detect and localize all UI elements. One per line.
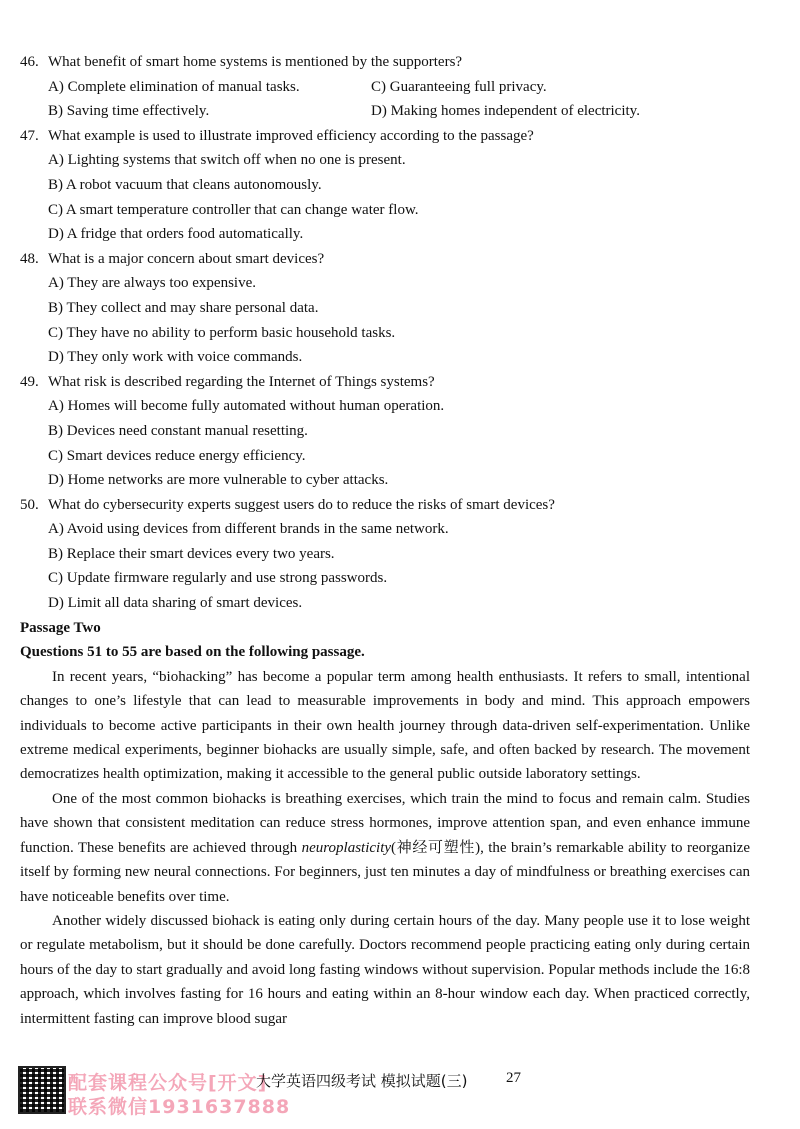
option-a[interactable]: A) Lighting systems that switch off when no one is present. (48, 152, 406, 169)
question-49 (20, 370, 750, 493)
question-50 (20, 493, 750, 616)
question-48 (20, 247, 750, 370)
passage-paragraph-1: In recent years, “biohacking” has become a popular term among health enthusiasts. It refers to small, intentional changes to one’s lifestyle that can lead to measurable improvements in body and mind. This approach empowers individuals to become active participants in their own health journey through data-driven self-experimentation. Unlike extreme medical experiments, beginner biohacks are usually simple, safe, and often backed by research. The movement democratizes health optimization, making it accessible to the general public outside laboratory settings. (20, 668, 750, 783)
qr-code-icon[interactable] (18, 1066, 66, 1114)
option-b[interactable]: B) Replace their smart devices every two years. (48, 545, 335, 562)
question-text: What is a major concern about smart devices? (48, 250, 325, 267)
option-d[interactable]: D) Home networks are more vulnerable to cyber attacks. (48, 472, 389, 489)
option-a[interactable]: A) Homes will become fully automated without human operation. (48, 398, 445, 415)
option-c[interactable]: C) Update firmware regularly and use strong passwords. (48, 570, 388, 587)
option-c[interactable]: C) They have no ability to perform basic household tasks. (48, 324, 396, 341)
passage-title: Passage Two (20, 619, 101, 636)
option-d[interactable]: D) Limit all data sharing of smart devices. (48, 595, 303, 612)
question-text: What risk is described regarding the Internet of Things systems? (48, 373, 435, 390)
option-a[interactable]: A) Avoid using devices from different brands in the same network. (48, 521, 449, 538)
paragraph-text: , the brain’s remarkable ability to reorganize itself by forming new neural connections. For beginners, just ten minutes a day of mindfulness or breathing exercises can have noticeable benefits over time. (20, 839, 750, 905)
option-b[interactable]: B) Saving time effectively. (48, 103, 210, 120)
watermark-line-2: 联系微信1931637888 (68, 1096, 291, 1118)
option-a[interactable]: A) They are always too expensive. (48, 275, 256, 292)
question-text: What do cybersecurity experts suggest users do to reduce the risks of smart devices? (48, 496, 555, 513)
page-number: 27 (506, 1070, 521, 1086)
question-number: 47. (20, 127, 39, 144)
question-number: 46. (20, 54, 39, 70)
option-a[interactable]: A) Complete elimination of manual tasks. (48, 78, 300, 95)
exam-page (20, 50, 750, 1031)
option-d[interactable]: D) A fridge that orders food automatically. (48, 226, 304, 243)
question-46 (20, 50, 750, 124)
question-text: What example is used to illustrate improved efficiency according to the passage? (48, 127, 534, 144)
option-d[interactable]: D) They only work with voice commands. (48, 349, 303, 366)
option-c[interactable]: C) A smart temperature controller that can change water flow. (48, 201, 419, 218)
paragraph-text: One of the most common biohacks is breathing exercises, which train the mind to focus and remain calm. Studies have shown that consistent meditation can reduce stress hormones, improve attention span, and even enhance immune function. These benefits are achieved through (20, 790, 750, 856)
italic-term: neuroplasticity (301, 839, 392, 856)
option-b[interactable]: B) Devices need constant manual resetting. (48, 422, 308, 439)
question-number: 50. (20, 496, 39, 513)
footer-title: 大学英语四级考试 模拟试题(三) (256, 1072, 468, 1090)
passage-paragraph-3: Another widely discussed biohack is eating only during certain hours of the day. Many people use it to lose weight or regulate metabolism, but it should be done carefully. Doctors recommend people practicing eating only during certain hours of the day to start gradually and avoid long fasting windows without supervision. Popular methods include the 16:8 approach, which involves fasting for 16 hours and eating within an 8-hour window each day. When practiced correctly, intermittent fasting can improve blood sugar (20, 912, 750, 1027)
option-b[interactable]: B) They collect and may share personal data. (48, 299, 319, 316)
question-number: 49. (20, 373, 39, 390)
question-text: What benefit of smart home systems is mentioned by the supporters? (48, 54, 463, 70)
page-footer (18, 1066, 578, 1116)
option-c[interactable]: C) Guaranteeing full privacy. (371, 78, 547, 95)
passage-paragraph-2 (20, 787, 750, 909)
watermark-line-1: 配套课程公众号[开文] (68, 1072, 268, 1094)
question-47 (20, 124, 750, 247)
chinese-gloss: (神经可塑性) (391, 839, 481, 856)
option-d[interactable]: D) Making homes independent of electricity. (371, 103, 640, 120)
passage-instruction: Questions 51 to 55 are based on the following passage. (20, 644, 365, 661)
question-number: 48. (20, 250, 39, 267)
option-b[interactable]: B) A robot vacuum that cleans autonomously. (48, 176, 322, 193)
option-c[interactable]: C) Smart devices reduce energy efficiency. (48, 447, 306, 464)
